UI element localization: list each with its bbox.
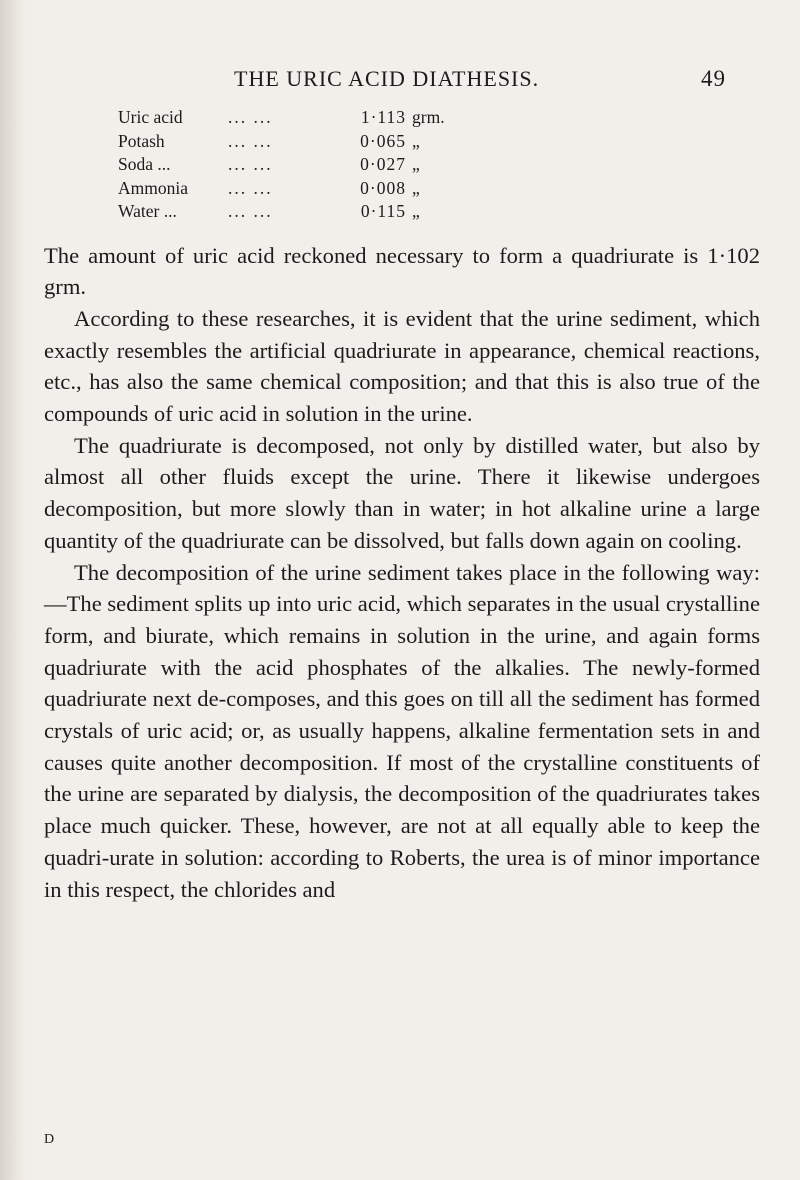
component-unit: „ bbox=[412, 154, 420, 174]
paragraph: The decomposition of the urine sediment takes place in the following way:—The sediment splits up into uric acid, which separates in the usual crystalline form, and biurate, which remains in solution in the urine, and again forms quadriurate with the acid phosphates of the alkalies. The newly-formed quadriurate next de-composes, and this goes on till all the sediment has formed crystals of uric acid; or, as usually happens, alkaline fermentation sets in and causes quite another decomposition. If most of the crystalline constituents of the urine are separated by dialysis, the decomposition of the quadriurates takes place much quicker. These, however, are not at all equally able to keep the quadri-urate in solution: according to Roberts, the urea is of minor importance in this respect, the chlorides and bbox=[44, 559, 760, 902]
leader-dots: ... ... bbox=[228, 177, 273, 198]
component-name: Water ... bbox=[118, 201, 177, 221]
component-name: Uric acid bbox=[118, 107, 183, 127]
component-value: 0·115 bbox=[360, 201, 406, 221]
component-name: Soda ... bbox=[118, 154, 171, 174]
table-row bbox=[118, 200, 445, 224]
leader-dots: ... ... bbox=[228, 154, 273, 174]
leader-dots: ... ... bbox=[228, 130, 273, 151]
table-row bbox=[118, 130, 445, 154]
component-unit: „ bbox=[412, 201, 420, 221]
component-name: Ammonia bbox=[118, 177, 188, 198]
component-value: 0·065 bbox=[360, 130, 406, 151]
page-edge-shadow bbox=[0, 0, 26, 1180]
component-value: 1·113 bbox=[360, 107, 406, 127]
book-page bbox=[44, 58, 760, 905]
component-unit: grm. bbox=[412, 107, 445, 127]
component-unit: „ bbox=[412, 177, 420, 198]
table-row bbox=[118, 153, 445, 177]
leader-dots: ... ... bbox=[228, 201, 273, 221]
table-row bbox=[118, 177, 445, 201]
component-name: Potash bbox=[118, 130, 165, 151]
signature-mark: D bbox=[44, 1132, 56, 1147]
running-head bbox=[44, 58, 760, 98]
body-text bbox=[44, 240, 760, 906]
running-title: THE URIC ACID DIATHESIS. bbox=[234, 66, 540, 91]
table-row bbox=[118, 106, 445, 130]
component-unit: „ bbox=[412, 130, 420, 151]
component-value: 0·027 bbox=[360, 154, 406, 174]
leader-dots: ... ... bbox=[228, 107, 273, 127]
page-number: 49 bbox=[701, 66, 726, 91]
paragraph: The amount of uric acid reckoned necessary to form a quadriurate is 1·102 grm. bbox=[44, 242, 760, 300]
composition-table bbox=[118, 106, 445, 224]
paragraph: According to these researches, it is evident that the urine sediment, which exactly resembles the artificial quadriurate in appearance, chemical reactions, etc., has also the same chemical composition; and that this is also true of the compounds of uric acid in solution in the urine. bbox=[44, 305, 760, 427]
paragraph: The quadriurate is decomposed, not only by distilled water, but also by almost all other fluids except the urine. There it likewise undergoes decomposition, but more slowly than in water; in hot alkaline urine a large quantity of the quadriurate can be dissolved, but falls down again on cooling. bbox=[44, 432, 760, 553]
component-value: 0·008 bbox=[360, 177, 406, 198]
